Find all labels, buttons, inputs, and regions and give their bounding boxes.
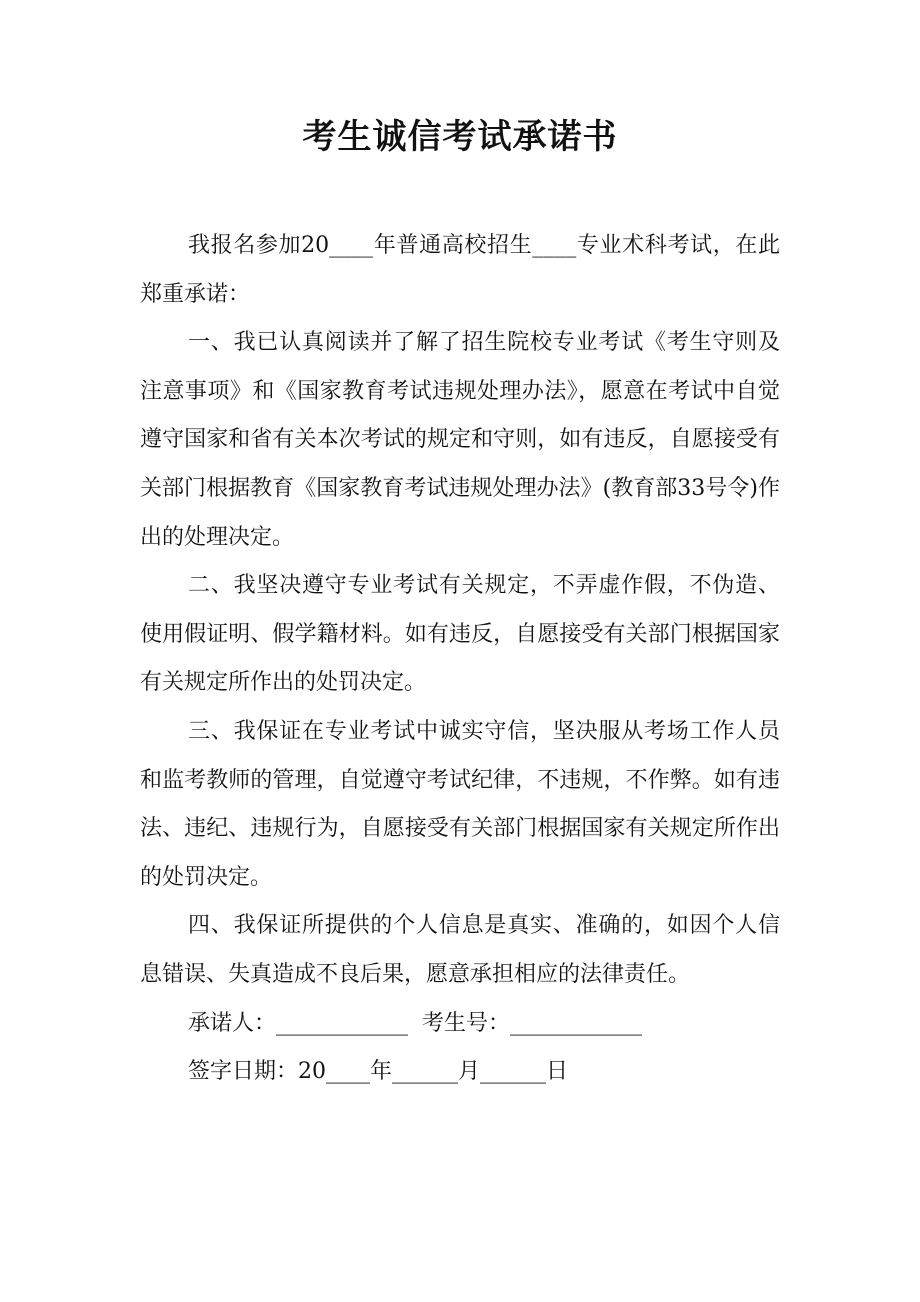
signature-line: 承诺人：____________ 考生号：____________ (188, 1010, 642, 1036)
date-line: 签字日期：20____年______月______日 (188, 1059, 568, 1085)
page-title: 考生诚信考试承诺书 (302, 117, 618, 157)
clause-1: 一、我已认真阅读并了解了招生院校专业考试《考生守则及注意事项》和《国家教育考试违规处理办法》，愿意在考试中自觉遵守国家和省有关本次考试的规定和守则，如有违反，自愿接受有关部门根据教育《国家教育考试违规处理办法》(教育部33号令)作出的处理决定。 (140, 330, 780, 550)
clause-3: 三、我保证在专业考试中诚实守信，坚决服从考场工作人员和监考教师的管理，自觉遵守考试纪律，不违规，不作弊。如有违法、违纪、违规行为，自愿接受有关部门根据国家有关规定所作出的处罚决定。 (140, 718, 780, 890)
clause-4: 四、我保证所提供的个人信息是真实、准确的，如因个人信息错误、失真造成不良后果，愿意承担相应的法律责任。 (140, 913, 780, 987)
document-body (140, 222, 780, 1097)
intro-paragraph: 我报名参加20____年普通高校招生____专业术科考试，在此郑重承诺： (140, 233, 780, 307)
clause-2: 二、我坚决遵守专业考试有关规定，不弄虚作假，不伪造、使用假证明、假学籍材料。如有违反，自愿接受有关部门根据国家有关规定所作出的处罚决定。 (140, 573, 780, 696)
